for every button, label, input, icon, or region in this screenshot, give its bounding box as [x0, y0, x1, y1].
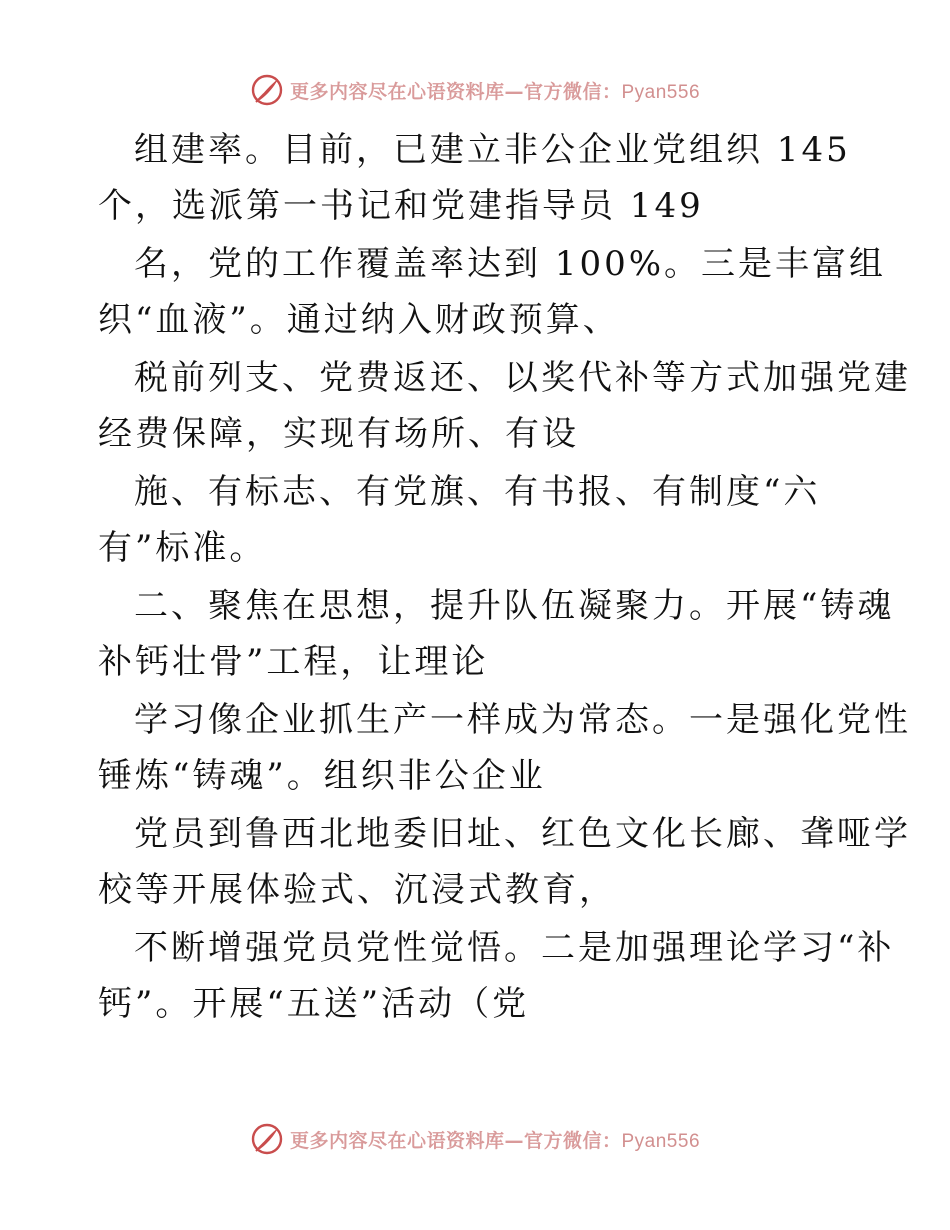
body-line: 施、有标志、有党旗、有书报、有制度“六 — [134, 472, 821, 512]
feather-logo-icon — [250, 73, 284, 107]
body-line: 有”标准。 — [98, 528, 267, 568]
footer-banner-wechat-id: Pyan556 — [621, 1130, 701, 1152]
body-line: 学习像企业抓生产一样成为常态。一是强化党性 — [134, 700, 911, 740]
body-line: 二、聚焦在思想，提升队伍凝聚力。开展“铸魂 — [134, 586, 895, 626]
footer-watermark-banner — [0, 1119, 950, 1159]
body-line: 经费保障，实现有场所、有设 — [98, 414, 579, 454]
body-line: 税前列支、党费返还、以奖代补等方式加强党建 — [134, 358, 911, 398]
body-line: 组建率。目前，已建立非公企业党组织 145 — [134, 130, 851, 170]
feather-logo-icon — [250, 1122, 284, 1156]
body-line: 个，选派第一书记和党建指导员 149 — [98, 186, 704, 226]
body-line: 钙”。开展“五送”活动（党 — [98, 984, 530, 1024]
body-line: 党员到鲁西北地委旧址、红色文化长廊、聋哑学 — [134, 814, 911, 854]
body-line: 不断增强党员党性觉悟。二是加强理论学习“补 — [134, 928, 895, 968]
footer-banner-label: 更多内容尽在心语资料库—官方微信： — [289, 1129, 622, 1152]
body-line: 校等开展体验式、沉浸式教育， — [98, 870, 616, 910]
body-line: 锤炼“铸魂”。组织非公企业 — [98, 756, 546, 796]
body-line: 织“血液”。通过纳入财政预算、 — [98, 300, 620, 340]
body-line: 名，党的工作覆盖率达到 100%。三是丰富组 — [134, 244, 887, 284]
header-banner-text — [290, 77, 700, 104]
header-banner-label: 更多内容尽在心语资料库—官方微信： — [289, 80, 622, 103]
body-line: 补钙壮骨”工程，让理论 — [98, 642, 489, 682]
footer-banner-text — [290, 1126, 700, 1153]
header-watermark-banner — [0, 70, 950, 110]
header-banner-wechat-id: Pyan556 — [621, 81, 701, 103]
